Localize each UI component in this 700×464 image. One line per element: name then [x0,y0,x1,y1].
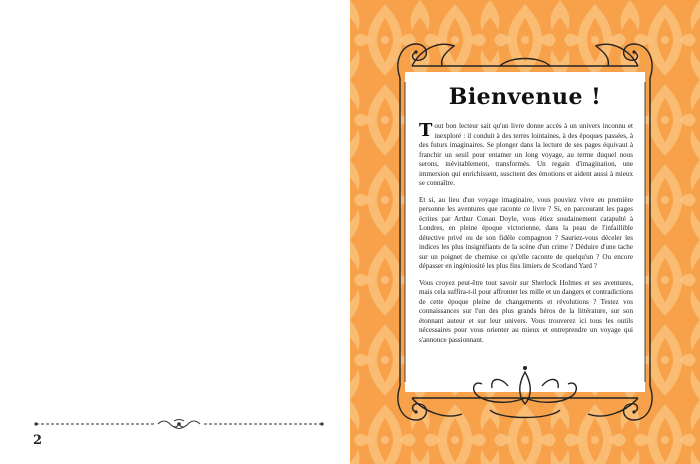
paragraph-1-text: out bon lecteur sait qu'un livre donne accès à un univers inconnu et inexploré : il conduit à des terres lointaines, à des époques passées, à des futurs imaginaires. Se plonger dans la lecture de ses pages équivaut à franchir un seuil pour entamer un long voyage, au terme duquel nous serons, inévitablement, transformés. Un regain d'imagination, une immersion qui enrichissent, suscitent des émotions et aident aussi à mieux se connaître. [419,122,633,187]
paragraph-2: Et si, au lieu d'un voyage imaginaire, vous pouviez vivre en première personne les aventures que raconte ce livre ? Si, en parcourant les pages écrites par Arthur Conan Doyle, vous étiez soudainement catapulté à Londres, en pleine époque victorienne, dans la peau de l'infaillible détective privé ou de son fidèle compagnon ? Sauriez-vous déceler les indices les plus insignifiants de la scène d'un crime ? Déduire d'une tache sur un poignet de chemise ce qu'elle raconte de quelqu'un ? Ou encore dépasser en ingéniosité les plus fins limiers de Scotland Yard ? [419,195,633,270]
intro-text [419,122,633,352]
paragraph-3: Vous croyez peut-être tout savoir sur Sherlock Holmes et ses aventures, mais cela suffira-t-il pour affronter les mille et un dangers et contradictions de cette époque pleine de changements et révolutions ? Testez vos connaissances sur l'un des plus grands héros de la littérature, sur son étonnant auteur et sur leur univers. Vous trouverez ici tous les outils nécessaires pour vous orienter au mieux et entreprendre un voyage qui s'annonce passionnant. [419,278,633,344]
drop-cap: T [419,120,433,141]
page-title: Bienvenue ! [448,84,602,110]
footer-ornament-rule [34,418,324,430]
page-number: 2 [33,433,43,448]
welcome-panel [405,72,645,392]
paragraph-1 [419,122,633,189]
